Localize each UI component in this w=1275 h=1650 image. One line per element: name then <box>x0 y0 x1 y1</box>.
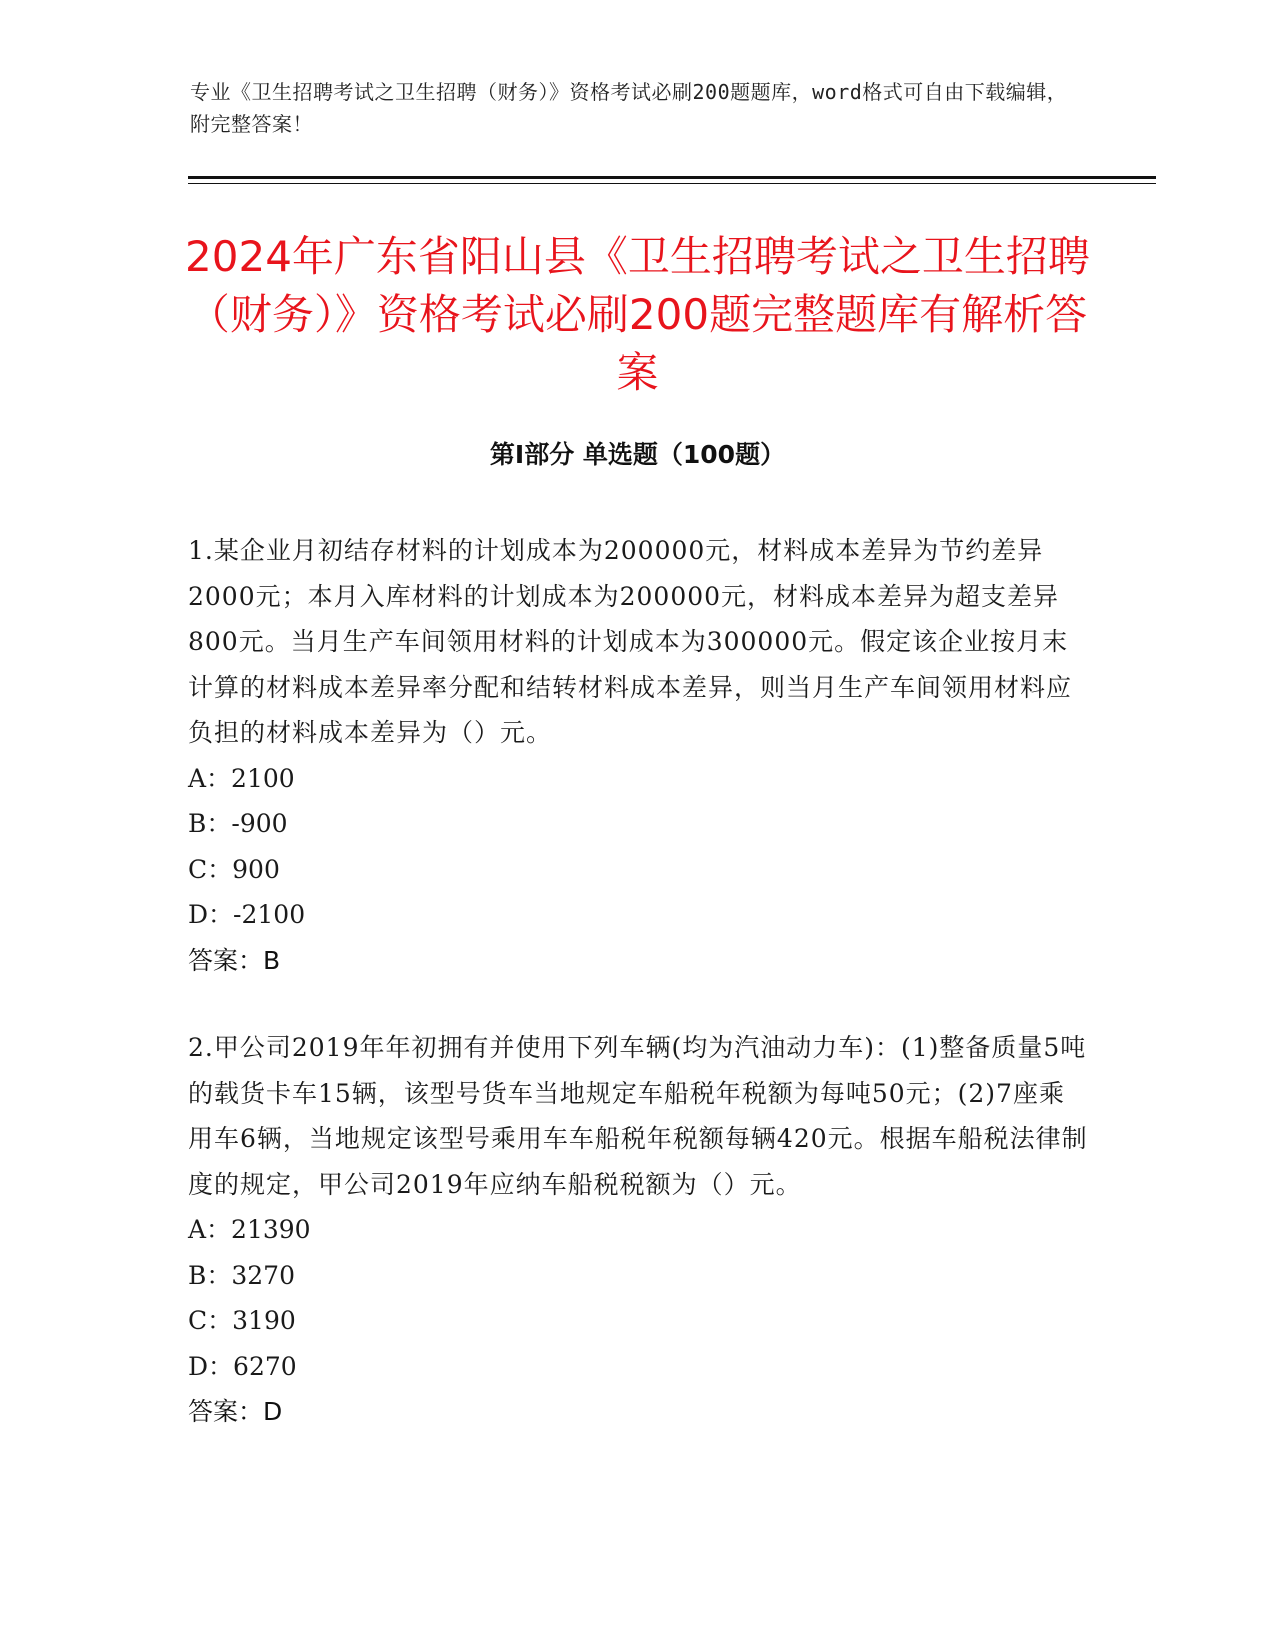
option-a: A：21390 <box>188 1215 311 1244</box>
option-b: B：-900 <box>188 809 288 838</box>
header-rule-thin <box>188 183 1156 184</box>
question-2 <box>188 1025 1088 1435</box>
question-answer: 答案：B <box>188 945 281 975</box>
document-title: 2024年广东省阳山县《卫生招聘考试之卫生招聘（财务）》资格考试必刷200题完整题库有解析答案 <box>185 232 1090 397</box>
header-note: 专业《卫生招聘考试之卫生招聘（财务）》资格考试必刷200题题库，word格式可自由下载编辑，附完整答案！ <box>190 80 1068 136</box>
question-stem: 1.某企业月初结存材料的计划成本为200000元，材料成本差异为节约差异2000元；本月入库材料的计划成本为200000元，材料成本差异为超支差异800元。当月生产车间领用材料的计划成本为300000元。假定该企业按月末计算的材料成本差异率分配和结转材料成本差异，则当月生产车间领用材料应负担的材料成本差异为（）元。 <box>188 536 1073 747</box>
option-d: D：-2100 <box>188 900 306 929</box>
header-rule-thick <box>188 176 1156 179</box>
option-c: C：3190 <box>188 1306 296 1335</box>
section-title: 第Ⅰ部分 单选题（100题） <box>489 440 786 469</box>
question-stem: 2.甲公司2019年年初拥有并使用下列车辆(均为汽油动力车)：(1)整备质量5吨的载货卡车15辆，该型号货车当地规定车船税年税额为每吨50元；(2)7座乘用车6辆，当地规定该型号乘用车车船税年税额每辆420元。根据车船税法律制度的规定，甲公司2019年应纳车船税税额为（）元。 <box>188 1033 1088 1199</box>
option-b: B：3270 <box>188 1260 295 1290</box>
option-c: C：900 <box>188 854 280 884</box>
question-1 <box>188 528 1088 983</box>
option-d: D：6270 <box>188 1351 297 1381</box>
option-a: A：2100 <box>188 763 295 793</box>
question-answer: 答案：D <box>188 1397 283 1426</box>
